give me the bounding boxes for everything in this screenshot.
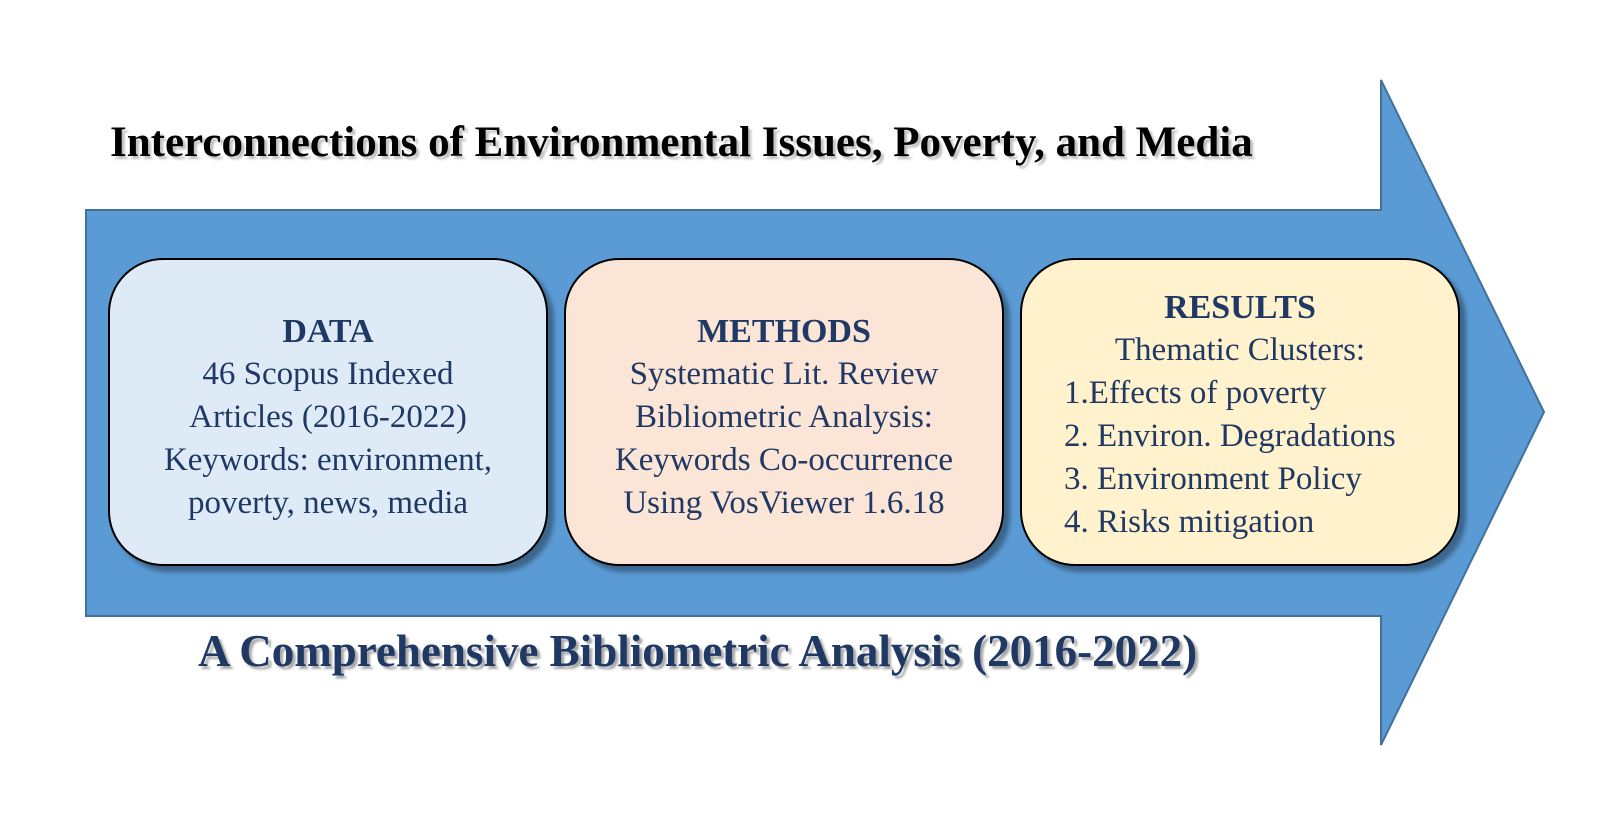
methods-box-line: Using VosViewer 1.6.18	[623, 485, 945, 521]
data-box-line: Articles (2016-2022)	[189, 399, 467, 435]
results-cluster-item: 3. Environment Policy	[1064, 461, 1362, 497]
methods-box-heading: METHODS	[697, 313, 871, 350]
diagram-bottom-title: A Comprehensive Bibliometric Analysis (2016-2022)	[198, 626, 1198, 676]
data-box-heading: DATA	[282, 313, 374, 350]
results-cluster-item: 1.Effects of poverty	[1064, 375, 1327, 411]
results-cluster-list	[1022, 372, 1458, 544]
results-box	[1020, 258, 1460, 566]
results-cluster-item: 4. Risks mitigation	[1064, 504, 1315, 540]
methods-box-line: Keywords Co-occurrence	[614, 442, 954, 478]
methods-box-line: Bibliometric Analysis:	[635, 399, 933, 435]
data-box-line: Keywords: environment,	[163, 442, 493, 478]
results-cluster-item: 2. Environ. Degradations	[1064, 418, 1396, 454]
results-box-heading: RESULTS	[1164, 289, 1316, 326]
data-box-line: poverty, news, media	[187, 485, 469, 521]
data-box-line: 46 Scopus Indexed	[202, 356, 454, 392]
data-box	[108, 258, 548, 566]
diagram-top-title: Interconnections of Environmental Issues, Poverty, and Media	[110, 119, 1253, 166]
methods-box-line: Systematic Lit. Review	[629, 356, 939, 392]
methods-box	[564, 258, 1004, 566]
results-box-subheading: Thematic Clusters:	[1114, 332, 1366, 368]
